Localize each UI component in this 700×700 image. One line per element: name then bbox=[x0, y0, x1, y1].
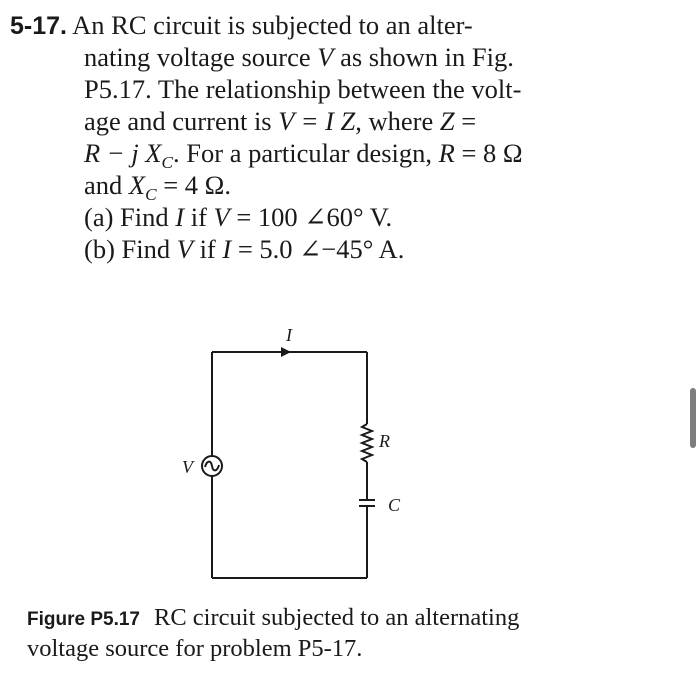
capacitor-label: C bbox=[388, 495, 401, 515]
text: as shown in Fig. bbox=[333, 42, 514, 72]
caption-line-1 bbox=[27, 603, 519, 634]
text: . For a particular design, bbox=[173, 138, 439, 168]
source-label: V bbox=[182, 457, 193, 477]
text: and bbox=[84, 170, 129, 200]
var-v: V bbox=[213, 202, 230, 232]
var-v: V bbox=[176, 234, 193, 264]
caption-text-1: RC circuit subjected to an alternating bbox=[154, 604, 520, 631]
impedance-expr: R − j X bbox=[84, 138, 162, 168]
caption-label: Figure P5.17 bbox=[27, 609, 140, 630]
problem-text-1: An RC circuit is subjected to an alter- bbox=[72, 10, 473, 40]
text: age and current is bbox=[84, 106, 279, 136]
resistor-label: R bbox=[379, 431, 390, 451]
var-v: V bbox=[317, 42, 334, 72]
var-i: I bbox=[175, 202, 185, 232]
figure-caption bbox=[27, 603, 519, 663]
text: nating voltage source bbox=[84, 42, 318, 72]
current-label: I bbox=[286, 325, 292, 345]
equation-viz: V = I Z bbox=[278, 106, 356, 136]
problem-number: 5-17. bbox=[10, 12, 67, 40]
text: if bbox=[184, 202, 214, 232]
var-z: Z bbox=[439, 106, 455, 136]
text: (a) Find bbox=[84, 202, 176, 232]
text: = 4 Ω. bbox=[156, 170, 231, 200]
text: = 5.0 ∠−45° A. bbox=[231, 234, 405, 264]
scrollbar-thumb[interactable] bbox=[690, 388, 696, 448]
text: (b) Find bbox=[84, 234, 177, 264]
var-x: X bbox=[128, 170, 146, 200]
text: = 100 ∠60° V. bbox=[229, 202, 393, 232]
resistor-symbol bbox=[362, 424, 372, 462]
subscript-c: C bbox=[145, 185, 157, 205]
text: , where bbox=[355, 106, 440, 136]
caption-text-2: voltage source for problem P5-17. bbox=[27, 635, 363, 662]
var-i: I bbox=[222, 234, 232, 264]
text: if bbox=[192, 234, 223, 264]
var-r: R bbox=[438, 138, 455, 168]
ac-wave-icon bbox=[205, 462, 219, 471]
text: = bbox=[454, 106, 477, 136]
current-arrow-icon bbox=[281, 347, 291, 357]
subscript-c: C bbox=[161, 153, 173, 173]
text: P5.17. The relationship between the volt- bbox=[84, 74, 522, 104]
text: = 8 Ω bbox=[454, 138, 523, 168]
